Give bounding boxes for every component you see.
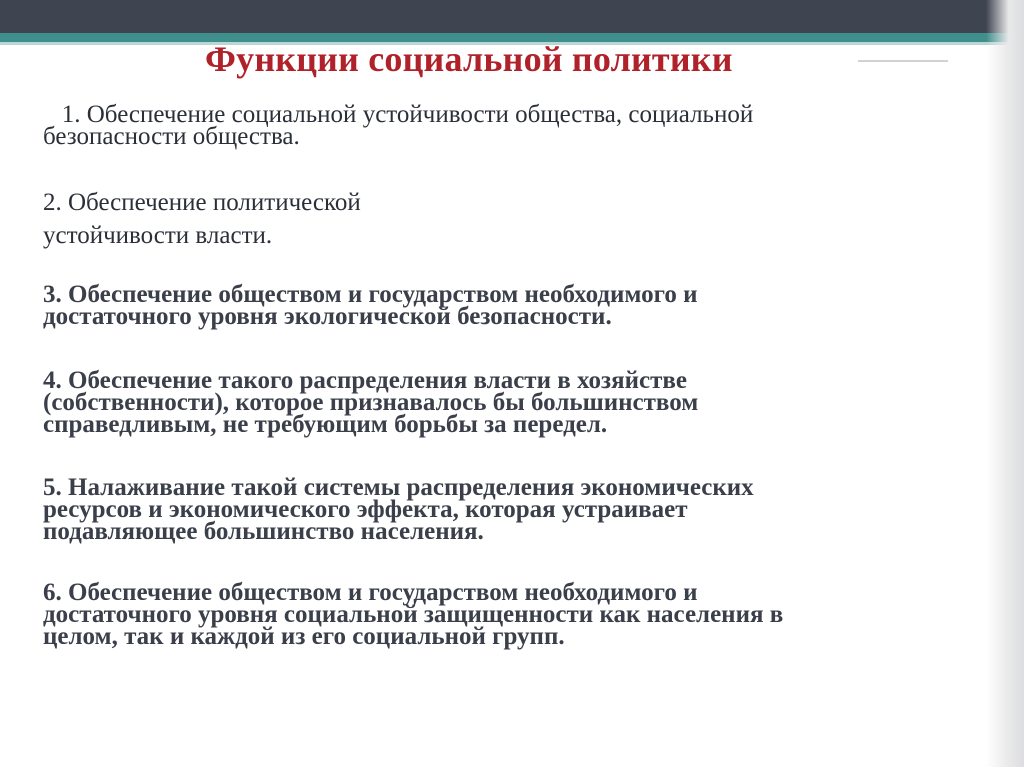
item-line: ресурсов и экономического эффекта, которая устраивает	[43, 496, 688, 523]
item-line: справедливым, не требующим борьбы за передел.	[43, 411, 608, 438]
item-line: 5. Налаживание такой системы распределения экономических	[43, 474, 754, 501]
function-item-6	[43, 579, 993, 650]
header-bar	[0, 0, 1024, 33]
function-item-2	[43, 188, 993, 251]
function-item-3	[43, 281, 993, 330]
item-line: подавляющее большинство населения.	[43, 518, 484, 545]
item-line: безопасности общества.	[43, 123, 300, 150]
item-line: 2. Обеспечение политической	[43, 189, 361, 216]
item-line: 1. Обеспечение социальной устойчивости общества, социальной	[43, 101, 754, 128]
item-line: 6. Обеспечение обществом и государством необходимого и	[43, 579, 698, 606]
decorative-line	[858, 60, 948, 62]
item-line: (собственности), которое признавалось бы большинством	[43, 389, 699, 416]
function-item-1	[43, 101, 993, 150]
function-item-5	[43, 474, 993, 545]
item-line: 4. Обеспечение такого распределения власти в хозяйстве	[43, 367, 687, 394]
slide-title: Функции социальной политики	[205, 39, 733, 79]
item-line: 3. Обеспечение обществом и государством необходимого и	[43, 281, 698, 308]
function-item-4	[43, 367, 993, 438]
item-line: достаточного уровня экологической безопасности.	[43, 303, 612, 330]
item-line: достаточного уровня социальной защищенности как населения в	[43, 601, 784, 628]
item-line: целом, так и каждой из его социальной групп.	[43, 623, 565, 650]
item-line: устойчивости власти.	[43, 222, 273, 249]
